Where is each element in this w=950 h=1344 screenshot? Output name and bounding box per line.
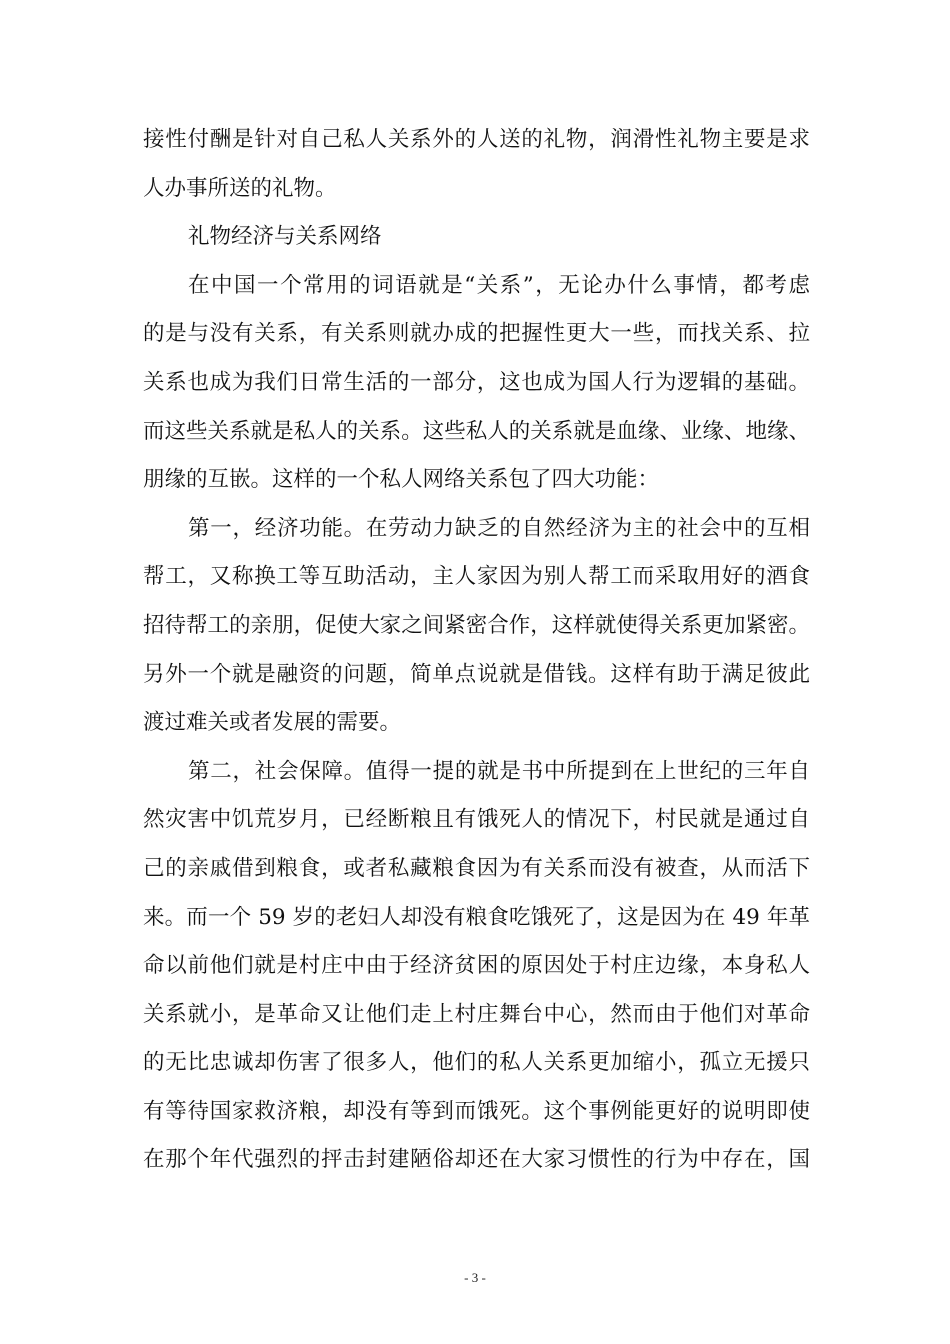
text-line: 人办事所送的礼物。 bbox=[143, 175, 337, 201]
text-line: 然灾害中饥荒岁月，已经断粮且有饿死人的情况下，村民就是通过自 bbox=[143, 807, 810, 833]
text-line: 来。而一个 59 岁的老妇人却没有粮食吃饿死了，这是因为在 49 年革 bbox=[143, 904, 810, 930]
paragraph-gift-types-continued bbox=[143, 116, 810, 213]
section-heading: 礼物经济与关系网络 bbox=[188, 224, 382, 250]
text-line: 关系就小，是革命又让他们走上村庄舞台中心，然而由于他们对革命 bbox=[143, 1001, 810, 1027]
text-line: 的是与没有关系，有关系则就办成的把握性更大一些，而找关系、拉 bbox=[143, 321, 810, 347]
text-line: 招待帮工的亲朋，促使大家之间紧密合作，这样就使得关系更加紧密。 bbox=[143, 612, 810, 638]
text-line: 关系也成为我们日常生活的一部分，这也成为国人行为逻辑的基础。 bbox=[143, 369, 810, 395]
body-text bbox=[143, 116, 810, 1185]
paragraph-economic-function bbox=[143, 505, 810, 748]
text-line: 在那个年代强烈的抨击封建陋俗却还在大家习惯性的行为中存在，国 bbox=[143, 1147, 810, 1173]
section-heading-gift-economy bbox=[143, 213, 810, 262]
text-line: 己的亲戚借到粮食，或者私藏粮食因为有关系而没有被查，从而活下 bbox=[143, 855, 810, 881]
text-line: 的无比忠诚却伤害了很多人，他们的私人关系更加缩小，孤立无援只 bbox=[143, 1050, 810, 1076]
text-line: 接性付酬是针对自己私人关系外的人送的礼物，润滑性礼物主要是求 bbox=[143, 127, 810, 152]
text-line: 命以前他们就是村庄中由于经济贫困的原因处于村庄边缘，本身私人 bbox=[143, 953, 810, 979]
text-line: 帮工，又称换工等互助活动，主人家因为别人帮工而采取用好的酒食 bbox=[143, 564, 810, 590]
text-line: 另外一个就是融资的问题，简单点说就是借钱。这样有助于满足彼此 bbox=[143, 661, 810, 687]
paragraph-social-security bbox=[143, 748, 810, 1185]
paragraph-guanxi bbox=[143, 262, 810, 505]
text-line: 渡过难关或者发展的需要。 bbox=[143, 710, 402, 736]
text-line: 有等待国家救济粮，却没有等到而饿死。这个事例能更好的说明即使 bbox=[143, 1098, 810, 1124]
text-line: 而这些关系就是私人的关系。这些私人的关系就是血缘、业缘、地缘、 bbox=[143, 418, 810, 444]
page-number: - 3 - bbox=[464, 1270, 486, 1285]
text-line: 第二，社会保障。值得一提的就是书中所提到在上世纪的三年自 bbox=[188, 758, 810, 784]
text-line: 在中国一个常用的词语就是“关系”，无论办什么事情，都考虑 bbox=[188, 272, 810, 298]
text-line: 朋缘的互嵌。这样的一个私人网络关系包了四大功能： bbox=[143, 467, 660, 493]
text-line: 第一，经济功能。在劳动力缺乏的自然经济为主的社会中的互相 bbox=[188, 515, 810, 541]
